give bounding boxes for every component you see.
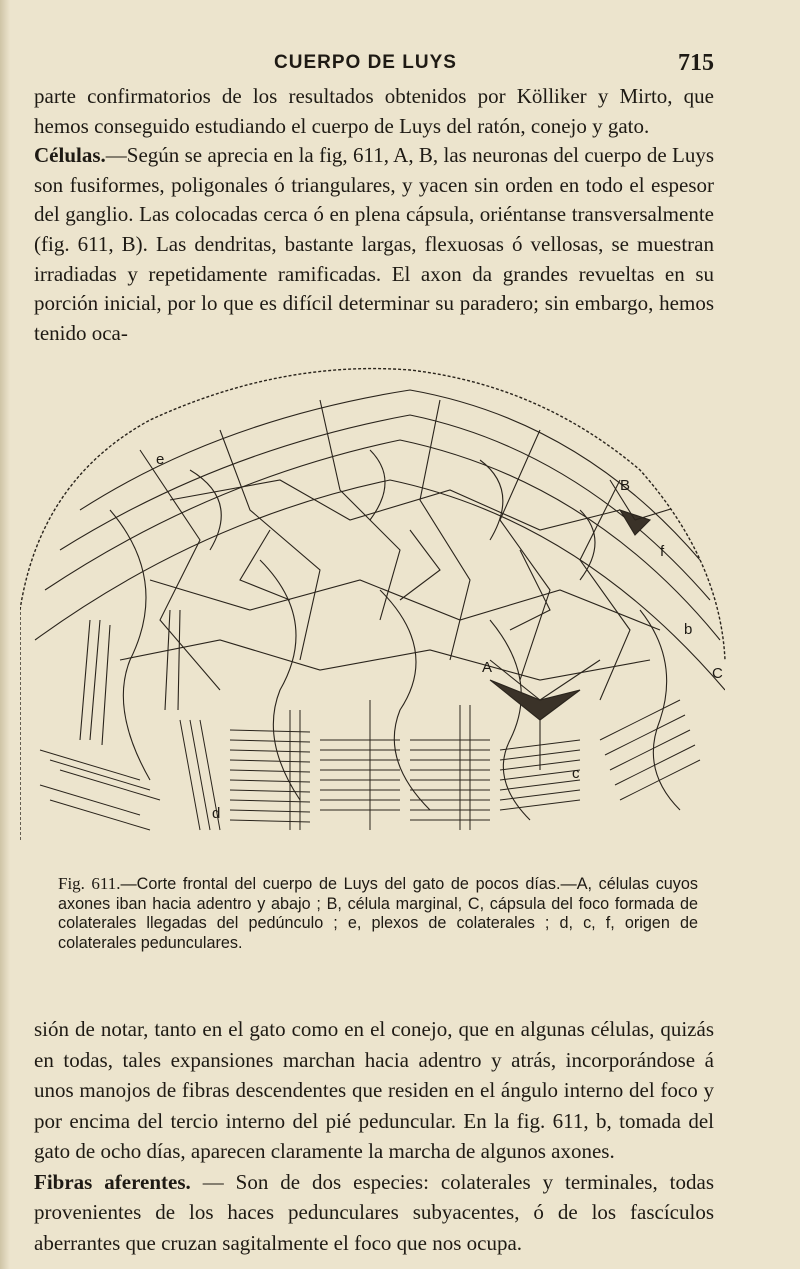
paragraph-fibras-aferentes (34, 1167, 714, 1259)
top-text-block (34, 82, 714, 348)
paragraph-fibras-body: — Son de dos especies: colaterales y terminales, todas provenientes de los haces pedunculares subyacentes, ó de los fascículos aberrantes que cruzan sagitalmente el foco que nos ocupa. (34, 1169, 714, 1255)
paragraph-intro: parte confirmatorios de los resultados obtenidos por Kölliker y Mirto, que hemos conseguido estudiando el cuerpo de Luys del ratón, conejo y gato. (34, 84, 714, 138)
label-c: c (572, 765, 580, 782)
heading-fibras-aferentes: Fibras aferentes. (34, 1169, 191, 1194)
figure-caption (58, 874, 698, 953)
caption-text: —Corte frontal del cuerpo de Luys del gato de pocos días.—A, células cuyos axones iban hacia adentro y abajo ; B, célula marginal, C, cápsula del foco formada de colaterales llegadas del pedúnculo ; e, plexos de colaterales ; d, c, f, origen de colaterales pedunculares. (58, 875, 699, 952)
label-A: A (482, 659, 493, 676)
paragraph-celulas-body: —Según se aprecia en la fig, 611, A, B, las neuronas del cuerpo de Luys son fusiformes, poligonales ó triangulares, y yacen sin orden en todo el espesor del ganglio. Las colocadas cerca ó en plena cápsula, oriéntanse transversalmente (fig. 611, B). Las dendritas, bastante largas, flexuosas ó vellosas, se muestran irradiadas y repetidamente ramificadas. El axon da grandes revueltas en su porción inicial, por lo que es difícil determinar su paradero; sin embargo, hemos tenido oca- (34, 143, 714, 345)
caption-figure-label: Fig. 611. (58, 874, 121, 893)
page-binding-edge (0, 0, 10, 1269)
figure-drawing (20, 360, 730, 860)
heading-celulas: Células. (34, 143, 106, 168)
paragraph-celulas (34, 141, 714, 348)
label-B: B (620, 477, 631, 494)
running-title: CUERPO DE LUYS (274, 52, 457, 73)
label-b: b (684, 621, 693, 638)
label-d: d (212, 805, 221, 822)
label-f: f (660, 543, 665, 560)
page-number: 715 (678, 50, 714, 76)
label-C: C (712, 665, 723, 682)
running-header (34, 50, 714, 78)
bottom-text-block (34, 1014, 714, 1258)
paragraph-axon-continued: sión de notar, tanto en el gato como en el conejo, que en algunas células, quizás en todas, tales expansiones marchan hacia adentro y atrás, incorporándose á unos manojos de fibras descendentes que residen en el ángulo interno del foco y por encima del tercio interno del pié peduncular. En la fig. 611, b, tomada del gato de ocho días, aparecen claramente la marcha de algunos axones. (34, 1017, 714, 1163)
figure-611-illustration (20, 360, 730, 860)
label-e: e (156, 451, 165, 468)
